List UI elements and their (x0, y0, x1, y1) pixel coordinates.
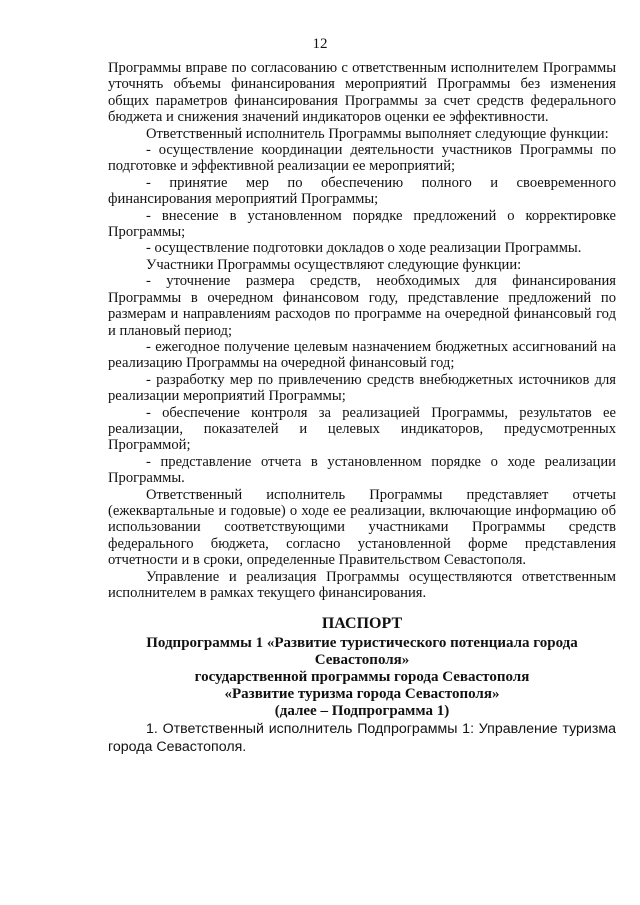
paragraph: Ответственный исполнитель Программы выполняет следующие функции: (146, 125, 609, 142)
list-item: - ежегодное получение целевым назначением бюджетных ассигнований на реализацию Программы на очередной финансовый год; (108, 338, 616, 372)
list-item: - уточнение размера средств, необходимых для финансирования Программы в очередном финансовом году, представление предложений по размерам и направлениям расходов по программе на очередной финансовый год и плановый период; (108, 273, 616, 339)
passport-subtitle-line: Подпрограммы 1 «Развитие туристического потенциала города (146, 635, 578, 652)
list-item: - внесение в установленном порядке предложений о корректировке Программы; (108, 207, 616, 241)
document-body (108, 60, 616, 756)
list-item: - обеспечение контроля за реализацией Программы, результатов ее реализации, показателей и целевых индикаторов, предусмотренных Программой; (108, 404, 616, 454)
list-item: - представление отчета в установленном порядке о ходе реализации Программы. (108, 453, 616, 487)
passport-subtitle-line: государственной программы города Севастополя (194, 669, 530, 686)
passport-heading (108, 615, 616, 720)
paragraph: Ответственный исполнитель Программы представляет отчеты (ежеквартальные и годовые) о ходе ее реализации, включающие информацию об использовании соответствующими участниками Программы средств федерального бюджета, согласно установленной форме представления отчетности и в сроки, определенные Правительством Севастополя. (108, 486, 616, 569)
paragraph: Управление и реализация Программы осуществляются ответственным исполнителем в рамках текущего финансирования. (108, 568, 616, 601)
passport-title: ПАСПОРТ (321, 615, 403, 633)
section-1-paragraph: 1. Ответственный исполнитель Подпрограммы 1: Управление туризма города Севастополя. (108, 721, 616, 756)
list-item: - принятие мер по обеспечению полного и своевременного финансирования мероприятий Программы; (108, 174, 616, 208)
list-item: - осуществление координации деятельности участников Программы по подготовке и эффективной реализации ее мероприятий; (108, 142, 616, 175)
passport-subtitle-line: Севастополя» (314, 652, 410, 669)
list-item: - осуществление подготовки докладов о ходе реализации Программы. (146, 240, 582, 257)
passport-subtitle-line: «Развитие туризма города Севастополя» (224, 686, 500, 703)
list-item: - разработку мер по привлечению средств внебюджетных источников для реализации мероприятий Программы; (108, 371, 616, 405)
passport-subtitle-line: (далее – Подпрограмма 1) (274, 703, 450, 720)
paragraph: Участники Программы осуществляют следующие функции: (146, 256, 522, 273)
paragraph: Программы вправе по согласованию с ответственным исполнителем Программы уточнять объемы финансирования мероприятий Программы без изменения общих параметров финансирования Программы за счет средств федерального бюджета и снижения значений индикаторов оценки ее эффективности. (108, 60, 616, 126)
page-number: 12 (312, 36, 328, 52)
